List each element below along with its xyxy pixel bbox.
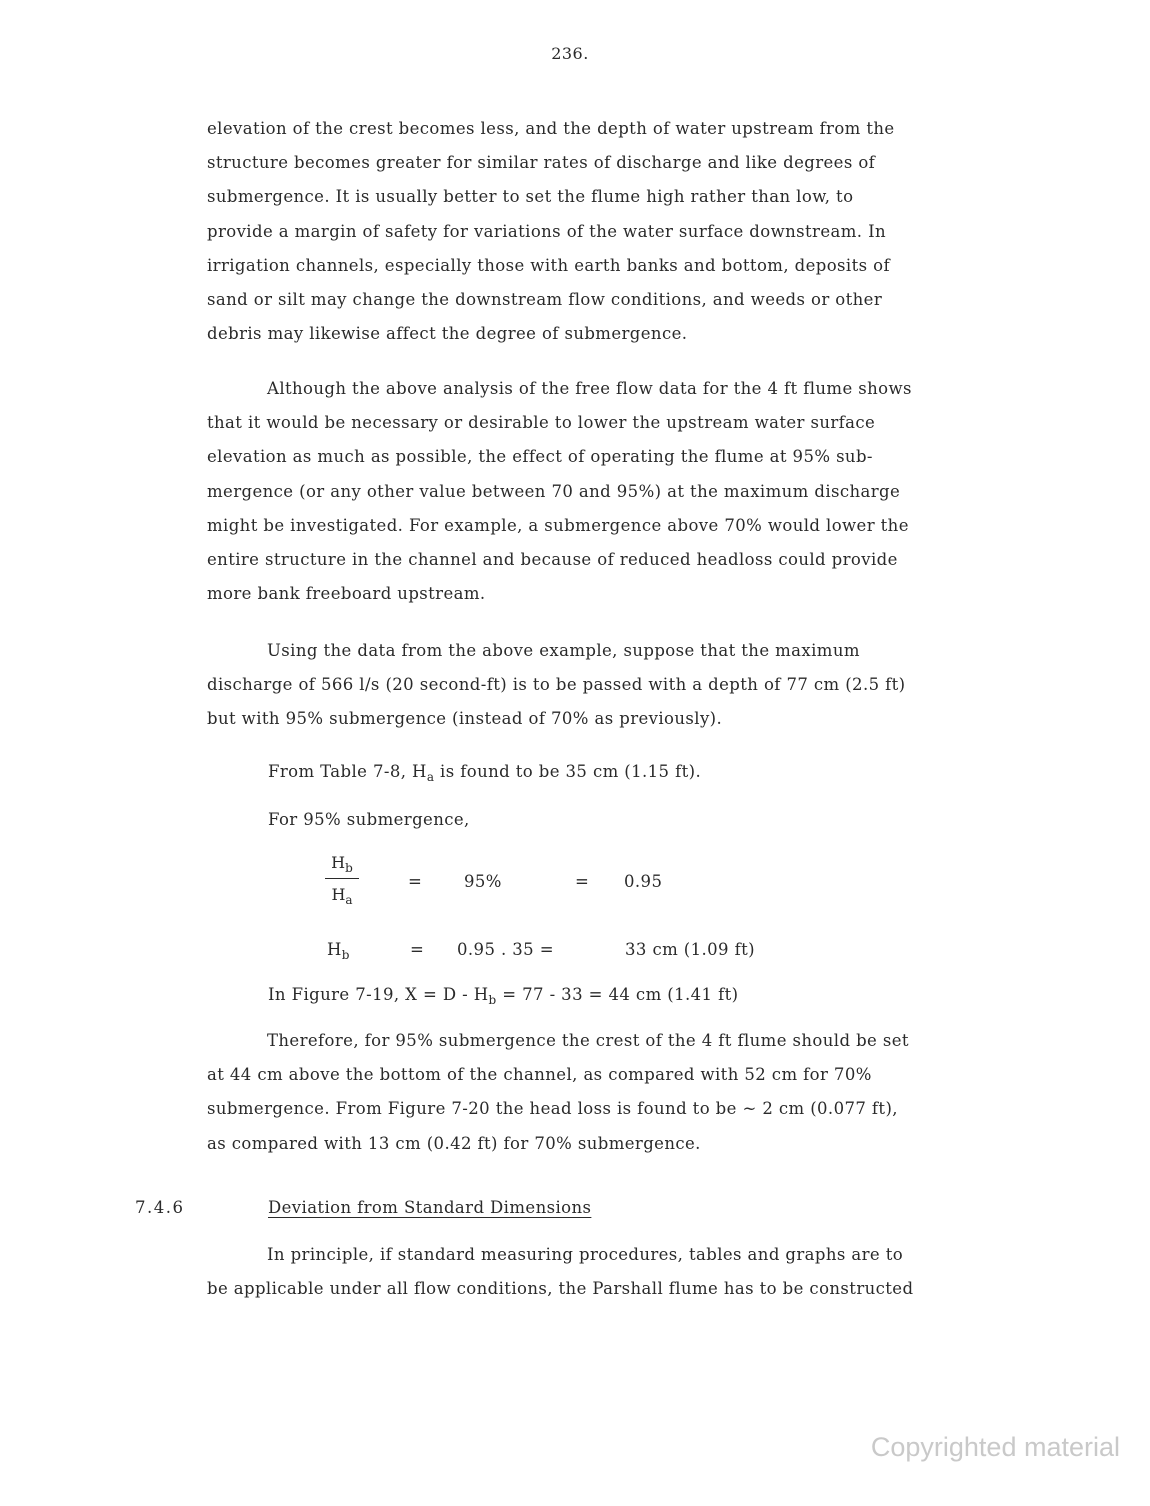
- text-run: H: [327, 940, 342, 959]
- text-line: sand or silt may change the downstream flow conditions, and weeds or other: [207, 290, 883, 310]
- figure-reference-line: [268, 985, 738, 1007]
- fraction-denominator: [325, 879, 359, 907]
- text-line: Using the data from the above example, suppose that the maximum: [267, 641, 860, 660]
- section-number: 7.4.6: [135, 1198, 185, 1217]
- text-line: In principle, if standard measuring procedures, tables and graphs are to: [267, 1245, 904, 1264]
- equation-result: 33 cm (1.09 ft): [625, 940, 755, 959]
- fraction-numerator: [325, 853, 359, 879]
- text-line: be applicable under all flow conditions, the Parshall flume has to be constructed: [207, 1279, 914, 1299]
- text-run: is found to be 35 cm (1.15 ft).: [434, 762, 702, 781]
- paragraph-2: [207, 372, 1027, 611]
- text-line: provide a margin of safety for variations of the water surface downstream. In: [207, 221, 887, 241]
- text-line: that it would be necessary or desirable to lower the upstream water surface: [207, 413, 876, 433]
- text-run: In Figure 7-19, X = D - H: [268, 985, 489, 1004]
- text-line: debris may likewise affect the degree of submergence.: [207, 324, 688, 344]
- page-number: 236.: [551, 44, 589, 63]
- text-line: irrigation channels, especially those with earth banks and bottom, deposits of: [207, 255, 890, 275]
- text-run: H: [331, 853, 346, 872]
- text-line: at 44 cm above the bottom of the channel, as compared with 52 cm for 70%: [207, 1065, 872, 1085]
- text-run: = 77 - 33 = 44 cm (1.41 ft): [496, 985, 739, 1004]
- text-line: elevation as much as possible, the effect of operating the flume at 95% sub-: [207, 447, 873, 467]
- equation-expression: 0.95 . 35 =: [457, 940, 554, 959]
- subscript: b: [341, 948, 350, 962]
- copyright-watermark: Copyrighted material: [870, 1432, 1120, 1462]
- text-line: Although the above analysis of the free flow data for the 4 ft flume shows: [267, 379, 912, 398]
- table-reference-line: [268, 762, 701, 784]
- section-title: Deviation from Standard Dimensions: [268, 1198, 592, 1217]
- text-line: more bank freeboard upstream.: [207, 584, 486, 604]
- submergence-line: For 95% submergence,: [268, 810, 470, 829]
- paragraph-3: [207, 634, 1027, 737]
- text-line: but with 95% submergence (instead of 70% as previously).: [207, 709, 723, 729]
- equation-value: 95%: [464, 872, 502, 891]
- equals-sign: =: [410, 940, 425, 959]
- text-line: elevation of the crest becomes less, and the depth of water upstream from the: [207, 119, 895, 138]
- text-line: might be investigated. For example, a submergence above 70% would lower the: [207, 515, 909, 535]
- equals-sign: =: [575, 872, 590, 891]
- equals-sign: =: [408, 872, 423, 891]
- fraction-hb-over-ha: [325, 853, 359, 907]
- text-line: as compared with 13 cm (0.42 ft) for 70% submergence.: [207, 1133, 701, 1153]
- equation-lhs: [327, 940, 350, 962]
- subscript: a: [345, 893, 353, 907]
- text-line: submergence. It is usually better to set the flume high rather than low, to: [207, 187, 854, 207]
- text-line: submergence. From Figure 7-20 the head loss is found to be ~ 2 cm (0.077 ft),: [207, 1099, 898, 1119]
- text-line: structure becomes greater for similar rates of discharge and like degrees of: [207, 153, 876, 173]
- text-run: From Table 7-8, H: [268, 762, 427, 781]
- text-line: Therefore, for 95% submergence the crest of the 4 ft flume should be set: [267, 1031, 909, 1050]
- subscript: a: [426, 770, 435, 784]
- paragraph-1: [207, 112, 1027, 351]
- text-line: mergence (or any other value between 70 and 95%) at the maximum discharge: [207, 481, 901, 501]
- paragraph-5: [207, 1238, 1027, 1306]
- text-run: H: [331, 885, 346, 904]
- subscript: b: [488, 993, 497, 1007]
- text-line: entire structure in the channel and because of reduced headloss could provide: [207, 550, 898, 570]
- equation-value: 0.95: [624, 872, 663, 891]
- text-line: discharge of 566 l/s (20 second-ft) is to be passed with a depth of 77 cm (2.5 ft): [207, 675, 906, 695]
- subscript: b: [345, 861, 353, 875]
- paragraph-4: [207, 1024, 1027, 1161]
